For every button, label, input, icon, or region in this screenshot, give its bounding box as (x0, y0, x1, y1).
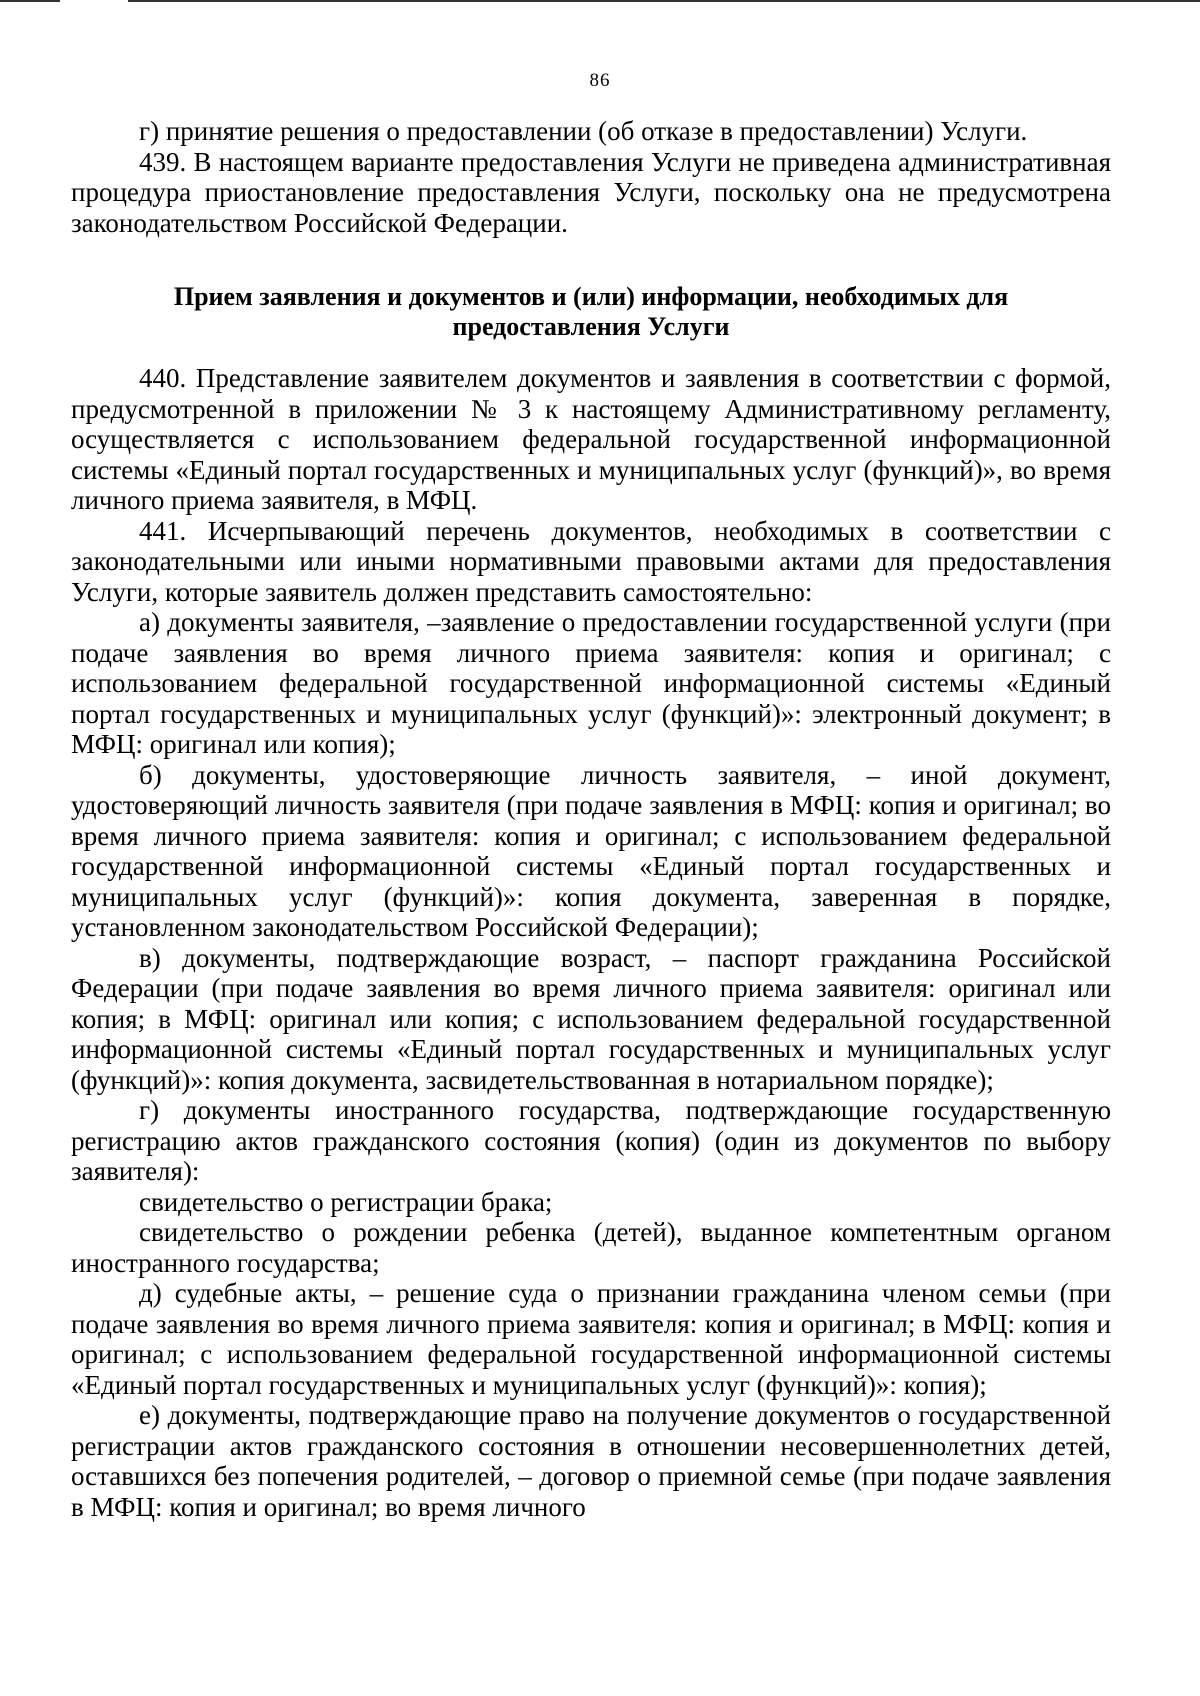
paragraph-item-g-decision: г) принятие решения о предоставлении (об отказе в предоставлении) Услуги. (139, 116, 1028, 146)
scan-border-line (128, 0, 1200, 2)
sub-item-birth-certificate: свидетельство о рождении ребенка (детей), выданное компетентным органом иностранного государства; (71, 1217, 1111, 1278)
list-item-d: д) судебные акты, – решение суда о признании гражданина членом семьи (при подаче заявления во время личного приема заявителя: копия и оригинал; в МФЦ: копия и оригинал; с использованием федеральной государственной информационной системы «Единый портал государственных и муниципальных услуг (функций)»: копия); (71, 1278, 1111, 1400)
paragraph-441: 441. Исчерпывающий перечень документов, необходимых в соответствии с законодательными или иными нормативными правовыми актами для предоставления Услуги, которые заявитель должен представить самостоятельно: (71, 515, 1111, 607)
scan-border-line (0, 0, 60, 2)
section-heading-line-1: Прием заявления и документов и (или) информации, необходимых для (173, 282, 1009, 311)
section-heading (71, 282, 1111, 342)
list-item-b: б) документы, удостоверяющие личность заявителя, – иной документ, удостоверяющий личность заявителя (при подаче заявления в МФЦ: копия и оригинал; во время личного приема заявителя: копия и оригинал; с использованием федеральной государственной информационной системы «Единый портал государственных и муниципальных услуг (функций)»: копия документа, заверенная в порядке, установленном законодательством Российской Федерации); (71, 759, 1111, 942)
list-item-a: а) документы заявителя, –заявление о предоставлении государственной услуги (при подаче заявления во время личного приема заявителя: копия и оригинал; с использованием федеральной государственной информационной системы «Единый портал государственных и муниципальных услуг (функций)»: электронный документ; в МФЦ: оригинал или копия); (71, 607, 1111, 759)
paragraph-439: 439. В настоящем варианте предоставления Услуги не приведена административная процедура приостановление предоставления Услуги, поскольку она не предусмотрена законодательством Российской Федерации. (71, 146, 1111, 238)
paragraph-440: 440. Представление заявителем документов и заявления в соответствии с формой, предусмотренной в приложении № 3 к настоящему Административному регламенту, осуществляется с использованием федеральной государственной информационной системы «Единый портал государственных и муниципальных услуг (функций)», во время личного приема заявителя, в МФЦ. (71, 363, 1111, 515)
sub-item-marriage-certificate: свидетельство о регистрации брака; (139, 1186, 553, 1217)
page-number: 86 (589, 70, 611, 91)
list-item-e: е) документы, подтверждающие право на получение документов о государственной регистрации актов гражданского состояния в отношении несовершеннолетних детей, оставшихся без попечения родителей, – договор о приемной семье (при подаче заявления в МФЦ: копия и оригинал; во время личного (71, 1400, 1111, 1522)
list-item-v: в) документы, подтверждающие возраст, – паспорт гражданина Российской Федерации (при подаче заявления во время личного приема заявителя: оригинал или копия; в МФЦ: оригинал или копия; с использованием федеральной государственной информационной системы «Единый портал государственных и муниципальных услуг (функций)»: копия документа, засвидетельствованная в нотариальном порядке); (71, 942, 1111, 1095)
section-heading-line-2: предоставления Услуги (452, 312, 730, 341)
document-body (71, 116, 1111, 1522)
list-item-g: г) документы иностранного государства, подтверждающие государственную регистрацию актов гражданского состояния (копия) (один из документов по выбору заявителя): (71, 1095, 1111, 1186)
